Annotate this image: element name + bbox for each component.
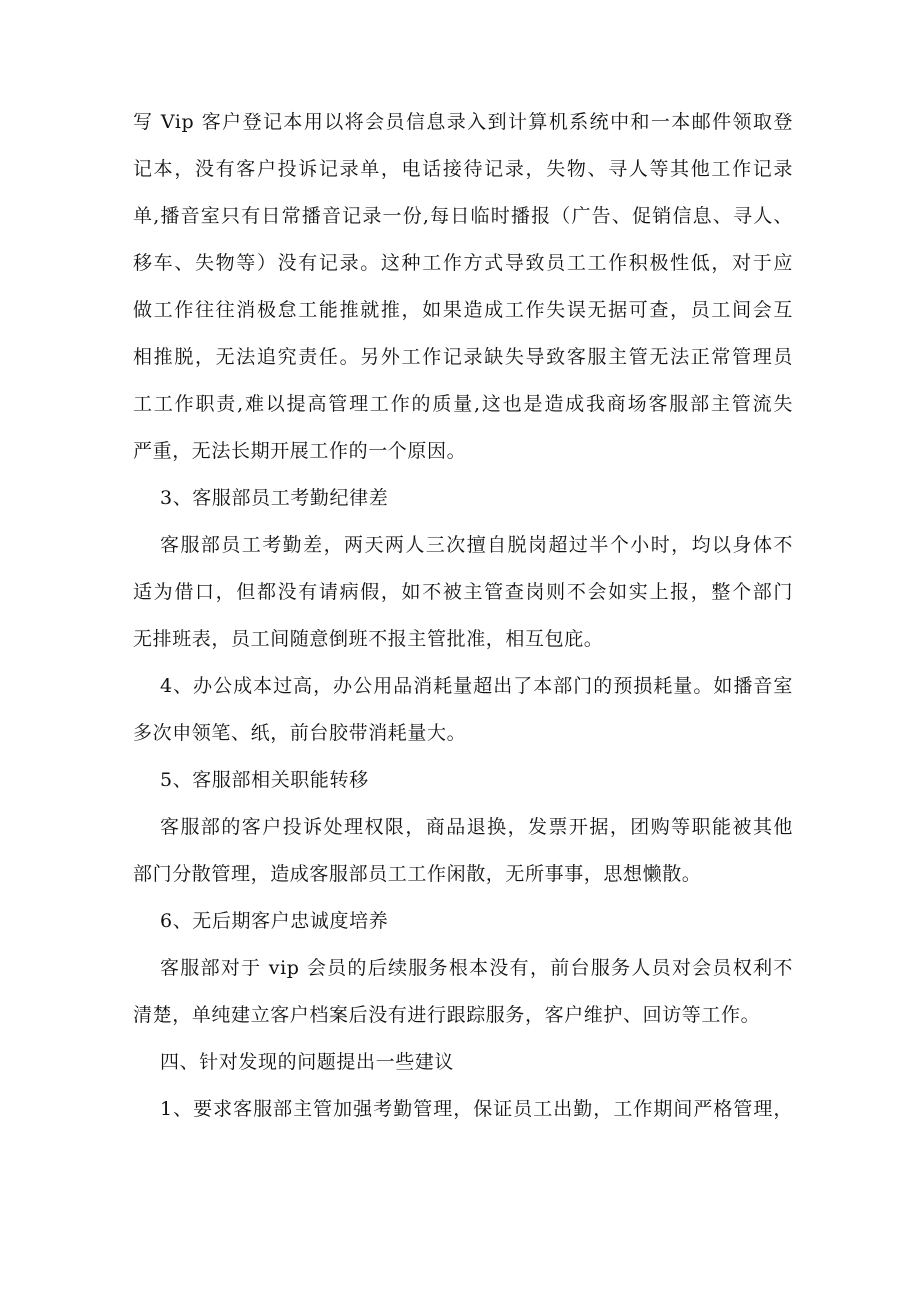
text-line: 单,播音室只有日常播音记录一份,每日临时播报（广告、促销信息、寻人、 — [133, 205, 793, 227]
text-line: 相推脱，无法追究责任。另外工作记录缺失导致客服主管无法正常管理员 — [133, 346, 793, 368]
text-line: 适为借口，但都没有请病假，如不被主管查岗则不会如实上报，整个部门 — [133, 581, 793, 603]
text-line: 4、办公成本过高，办公用品消耗量超出了本部门的预损耗量。如播音室 — [160, 675, 793, 697]
text-line: 无排班表，员工间随意倒班不报主管批准，相互包庇。 — [133, 628, 604, 650]
text-line: 工工作职责,难以提高管理工作的质量,这也是造成我商场客服部主管流失 — [133, 393, 793, 415]
text-line: 1、要求客服部主管加强考勤管理，保证员工出勤，工作期间严格管理， — [160, 1098, 793, 1120]
text-line: 写 Vip 客户登记本用以将会员信息录入到计算机系统中和一本邮件领取登 — [133, 111, 793, 133]
section-heading: 5、客服部相关职能转移 — [160, 769, 369, 791]
text-line: 记本，没有客户投诉记录单，电话接待记录，失物、寻人等其他工作记录 — [133, 158, 793, 180]
section-heading: 3、客服部员工考勤纪律差 — [160, 487, 389, 509]
text-line: 移车、失物等）没有记录。这种工作方式导致员工工作积极性低，对于应 — [133, 252, 793, 274]
text-line: 部门分散管理，造成客服部员工工作闲散，无所事事，思想懒散。 — [133, 863, 702, 885]
document-body — [133, 111, 793, 1145]
text-line: 客服部员工考勤差，两天两人三次擅自脱岗超过半个小时，均以身体不 — [160, 534, 793, 556]
section-heading: 四、针对发现的问题提出一些建议 — [160, 1051, 455, 1073]
text-line: 做工作往往消极怠工能推就推，如果造成工作失误无据可查，员工间会互 — [133, 299, 793, 321]
text-line: 清楚，单纯建立客户档案后没有进行跟踪服务，客户维护、回访等工作。 — [133, 1004, 761, 1026]
text-line: 客服部的客户投诉处理权限，商品退换，发票开据，团购等职能被其他 — [160, 816, 793, 838]
text-line: 客服部对于 vip 会员的后续服务根本没有，前台服务人员对会员权利不 — [160, 957, 793, 979]
section-heading: 6、无后期客户忠诚度培养 — [160, 910, 389, 932]
text-line: 严重，无法长期开展工作的一个原因。 — [133, 440, 467, 462]
text-line: 多次申领笔、纸，前台胶带消耗量大。 — [133, 722, 467, 744]
